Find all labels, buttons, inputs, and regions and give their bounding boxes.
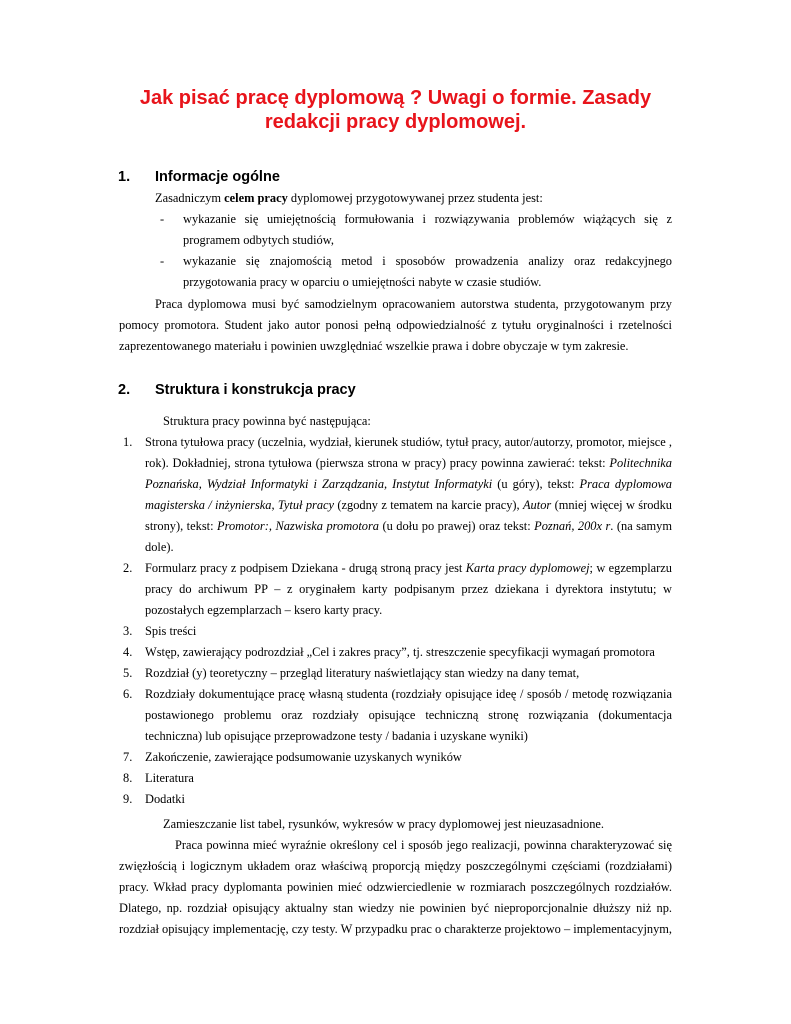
list-number-5: 5. <box>123 666 133 680</box>
section-2-heading <box>118 382 356 398</box>
section-1-paragraph: Praca dyplomowa musi być samodzielnym opracowaniem autorstwa studenta, przygotowanym przy pomocy promotora. Student jako autor ponosi pełną odpowiedzialność z tytułu oryginalności i rzetelności zaprezentowanego materiału i powinien uwzględniać wszelkie prawa i dobre obyczaje w tym zakresie. <box>119 297 672 353</box>
list-item-5: Rozdział (y) teoretyczny – przegląd literatury naświetlający stan wiedzy na dany temat, <box>145 666 580 680</box>
list-number-6: 6. <box>123 687 133 701</box>
section-1-title: Informacje ogólne <box>155 169 280 185</box>
list-number-2: 2. <box>123 561 133 575</box>
list-number-4: 4. <box>123 645 133 659</box>
section-2-paragraph: Praca powinna mieć wyraźnie określony cel i sposób jego realizacji, powinna charakteryzować się zwięzłością i logicznym układem oraz właściwą proporcją między poszczególnymi częściami (rozdziałami) pracy. Wkład pracy dyplomanta powinien mieć odzwierciedlenie w rozmiarach poszczególnych rozdziałów. Dlatego, np. rozdział opisujący aktualny stan wiedzy nie powinien być nieproporcjonalnie dłuższy niż np. rozdział opisujący implementację, czy testy. W przypadku prac o charakterze projektowo – implementacyjnym, <box>119 838 673 936</box>
list-item-8: Literatura <box>145 771 194 785</box>
list-item-7: Zakończenie, zawierające podsumowanie uzyskanych wyników <box>145 750 462 764</box>
list-item-9: Dodatki <box>145 792 185 806</box>
bullet-item-2: wykazanie się znajomością metod i sposobów prowadzenia analizy oraz redakcyjnego przygotowania pracy w oparciu o umiejętności nabyte w czasie studiów. <box>183 254 672 289</box>
list-number-8: 8. <box>123 771 133 785</box>
list-number-7: 7. <box>123 750 133 764</box>
list-item-3: Spis treści <box>145 624 197 638</box>
intro-text-a: Zasadniczym <box>155 191 225 205</box>
bullet-mark-1: - <box>160 212 165 226</box>
section-1-heading <box>118 169 280 185</box>
section-1-number: 1. <box>118 169 131 185</box>
section-2-title: Struktura i konstrukcja pracy <box>155 382 356 398</box>
section-2-note: Zamieszczanie list tabel, rysunków, wykresów w pracy dyplomowej jest nieuzasadnione. <box>163 817 604 831</box>
list-item-4: Wstęp, zawierający podrozdział „Cel i zakres pracy”, tj. streszczenie specyfikacji wymagań promotora <box>145 645 655 659</box>
list-number-1: 1. <box>123 435 133 449</box>
bullet-mark-2: - <box>160 254 165 268</box>
section-2-intro: Struktura pracy powinna być następująca: <box>163 414 371 428</box>
page-title: Jak pisać pracę dyplomową ? Uwagi o formie. Zasady redakcji pracy dyplomowej. <box>139 87 652 133</box>
bullet-item-1: wykazanie się umiejętnością formułowania i rozwiązywania problemów wiążących się z programem odbytych studiów, <box>183 212 672 247</box>
list-item-1: Strona tytułowa pracy (uczelnia, wydział, kierunek studiów, tytuł pracy, autor/autorzy, promotor, miejsce , rok). Dokładniej, strona tytułowa (pierwsza strona w pracy) pracy powinna zawierać: tekst: Politechnika Poznańska, Wydział Informatyki i Zarządzania, Instytut Informatyki (u góry), tekst: Praca dyplomowa magisterska / inżynierska, Tytuł pracy (zgodny z tematem na karcie pracy), Autor (mniej więcej w środku strony), tekst: Promotor:, Nazwiska promotora (u dołu po prawej) oraz tekst: Poznań, 200x r. (na samym dole). <box>145 435 672 554</box>
section-1-intro <box>155 188 672 209</box>
list-number-9: 9. <box>123 792 133 806</box>
intro-bold: celem pracy <box>224 191 288 205</box>
list-number-3: 3. <box>123 624 133 638</box>
list-item-6: Rozdziały dokumentujące pracę własną studenta (rozdziały opisujące ideę / sposób / metodę rozwiązania postawionego problemu oraz rozdziały opisujące techniczną stronę rozwiązania (dokumentacja techniczna) lub opisujące przeprowadzone testy / badania i uzyskane wyniki) <box>145 687 672 743</box>
section-2-number: 2. <box>118 382 131 398</box>
intro-text-c: dyplomowej przygotowywanej przez studenta jest: <box>287 191 543 205</box>
list-item-2: Formularz pracy z podpisem Dziekana - drugą stroną pracy jest Karta pracy dyplomowej; w egzemplarzu pracy do archiwum PP – z oryginałem karty podpisanym przez dziekana i dyrektora instytutu; w pozostałych egzemplarzach – ksero karty pracy. <box>145 561 672 617</box>
